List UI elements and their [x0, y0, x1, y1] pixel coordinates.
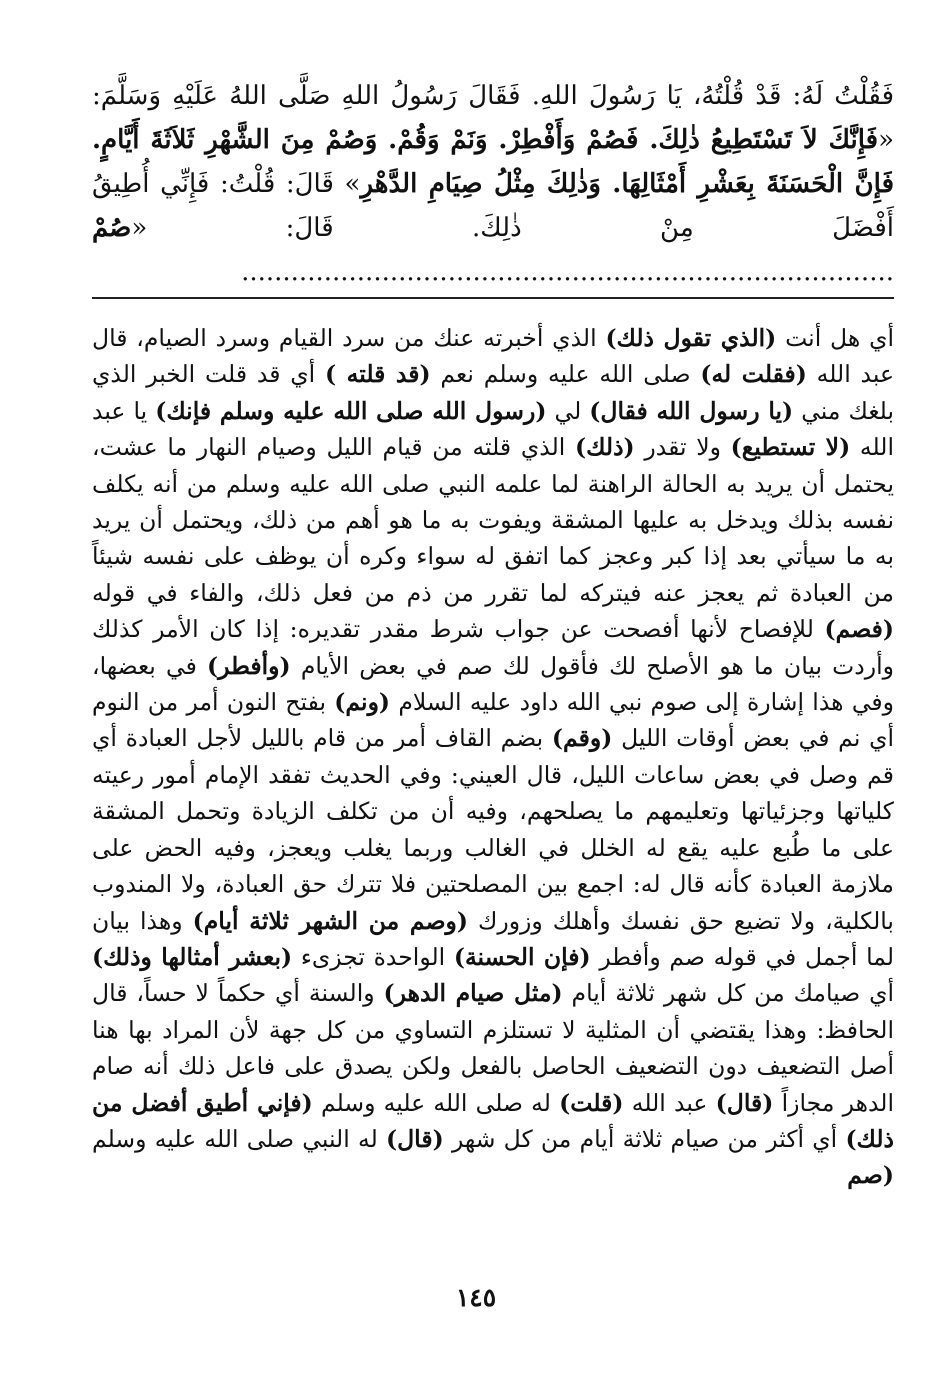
- sharh-run-28: (بعشر أمثالها وذلك): [92, 942, 293, 971]
- matn-run-1: فَقُلْتُ لَهُ: قَدْ قُلْتُهُ، يَا رَسُولَ اللهِ. فَقَالَ رَسُولُ اللهِ صَلَّى اللهُ عَلَيْهِ وَسَلَّمَ: «: [92, 81, 895, 155]
- sharh-run-15: الذي قلته من قيام الليل وصيام النهار ما عشت، يحتمل أن يريد به الحالة الراهنة لما علمه النبي صلى الله عليه وسلم من أنه يكلف نفسه بذلك ويدخل به عليها المشقة ويفوت به ما هو أهم من ذلك، ويحتمل أن يريد به ما سيأتي بعد إذا كبر وعجز كما اتفق له سواء وكره أن يوظف على نفسه شيئاً من العبادة ثم يعجز عنه فيتركه لما تقرر من ذم من فعل ذلك، والفاء في قوله: [92, 433, 894, 607]
- sharh-run-22: (وقم): [551, 724, 613, 753]
- sharh-run-5: صلى الله عليه وسلم نعم: [430, 360, 701, 389]
- sharh-run-1: أي هل أنت: [776, 324, 894, 352]
- sharh-run-39: له النبي صلى الله عليه وسلم: [92, 1124, 386, 1153]
- sharh-run-34: (قلت): [559, 1088, 624, 1117]
- sharh-run-24: (وصم من الشهر ثلاثة أيام): [192, 906, 468, 935]
- matn-dots: ...............................................................................: [241, 257, 894, 287]
- sharh-run-16: (فصم): [824, 615, 894, 644]
- sharh-run-11: يا عبد الله: [92, 396, 894, 462]
- sharh-run-14: (ذلك): [575, 433, 635, 462]
- sharh-run-26: (فإن الحسنة): [453, 942, 591, 971]
- sharh-run-4: (فقلت له): [700, 360, 807, 389]
- sharh-run-17: للإفصاح لأنها أفصحت عن جواب شرط مقدر تقديره: إذا كان الأمر كذلك وأردت بيان ما هو الأصلح لك فأقول لك صم في بعض الأيام: [92, 615, 894, 680]
- sharh-run-20: (ونم): [334, 688, 391, 717]
- sharh-run-6: (قد قلته ): [325, 360, 431, 389]
- sharh-run-25: وهذا بيان لما أجمل في قوله صم وأفطر: [92, 906, 894, 971]
- matn-run-4: صُمْ: [92, 213, 132, 243]
- section-divider: [92, 297, 894, 299]
- sharh-run-7: أي قد قلت الخبر الذي بلغك مني: [92, 360, 894, 425]
- sharh-run-19: في بعضها، وفي هذا إشارة إلى صوم نبي الله داود عليه السلام: [92, 651, 895, 717]
- page-number: ١٤٥: [455, 1283, 497, 1312]
- sharh-run-32: (قال): [715, 1088, 774, 1117]
- sharh-run-35: له صلى الله عليه وسلم: [312, 1088, 560, 1117]
- sharh-run-13: ولا تقدر: [634, 433, 731, 462]
- sharh-run-9: لي: [546, 396, 590, 425]
- sharh-run-23: بضم القاف أمر من قام بالليل لأجل العبادة أي قم وصل في بعض ساعات الليل، قال العيني: وفي الحديث تفقد الإمام أمور رعيته كلياتها وجزئياتها وتعليمهم ما يصلحهم، وفيه أن من تكلف الزيادة وتحمل المشقة على ما طُبع عليه يقع له الخلل في الغالب وربما يغلب ويعجز، وفيه الحض على ملازمة العبادة كأنه قال له: اجمع بين المصلحتين فلا تترك حق العبادة، ولا المندوب بالكلية، ولا تضيع حق نفسك وأهلك وزورك: [92, 724, 894, 935]
- sharh-run-3: الذي أخبرته عنك من سرد القيام وسرد الصيام، قال عبد الله: [92, 324, 895, 389]
- sharh-run-30: (مثل صيام الدهر): [383, 979, 563, 1008]
- matn-run-2: فَإِنَّكَ لاَ تَسْتَطِيعُ ذٰلِكَ. فَصُمْ وَأَفْطِرْ. وَنَمْ وَقُمْ. وَصُمْ مِنَ الشَّهْرِ ثَلاَثَةَ أَيَّامٍ. فَإِنَّ الْحَسَنَةَ بِعَشْرِ أَمْثَالِهَا. وَذٰلِكَ مِثْلُ صِيَامِ الدَّهْرِ: [92, 125, 894, 199]
- sharh-run-29: أي صيامك من كل شهر ثلاثة أيام: [562, 979, 895, 1008]
- sharh-run-37: أي أكثر من صيام ثلاثة أيام من كل شهر: [443, 1124, 846, 1153]
- commentary-text: [92, 320, 894, 1194]
- sharh-run-31: والسنة أي حكماً لا حساً، قال الحافظ: وهذا يقتضي أن المثلية لا تستلزم التساوي من كل جهة لأن المراد بها هنا أصل التضعيف دون التضعيف الحاصل بالفعل ولكن يصدق على فاعل ذلك أنه صام الدهر مجازاً: [92, 979, 894, 1117]
- sharh-run-12: (لا تستطيع): [730, 433, 851, 462]
- sharh-run-33: عبد الله: [623, 1088, 716, 1117]
- sharh-run-38: (قال): [385, 1124, 444, 1153]
- sharh-run-36: (فإني أطيق أفضل من ذلك): [92, 1088, 894, 1153]
- sharh-run-21: بفتح النون أمر من النوم أي نم في بعض أوقات الليل: [92, 688, 895, 753]
- sharh-run-2: (الذي تقول ذلك): [605, 324, 777, 352]
- sharh-run-10: (رسول الله صلى الله عليه وسلم فإنك): [155, 396, 547, 425]
- hadith-text: [92, 74, 894, 294]
- matn-run-3: » قَالَ: قُلْتُ: فَإِنِّي أُطِيقُ أَفْضَلَ مِنْ ذٰلِكَ. قَالَ: «: [92, 169, 894, 243]
- sharh-run-18: (وأفطر): [207, 651, 291, 680]
- sharh-run-8: (يا رسول الله فقال): [589, 396, 794, 425]
- sharh-run-40: (صم: [847, 1161, 894, 1190]
- sharh-run-27: الواحدة تجزىء: [292, 942, 454, 971]
